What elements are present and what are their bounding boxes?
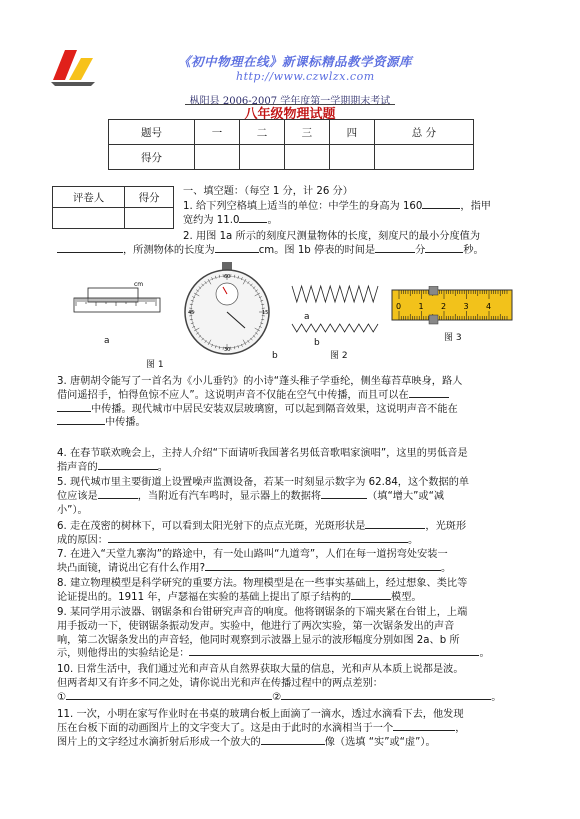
answer-blank[interactable] <box>321 498 367 499</box>
answer-blank[interactable] <box>422 208 460 209</box>
question-6: 6. 走在茂密的树林下，可以看到太阳光射下的点点光斑，光斑形状是 ，光斑形 成的原因： 。 <box>57 521 467 546</box>
score-cell[interactable] <box>329 145 374 170</box>
score-header-cell: 三 <box>284 120 329 145</box>
figure-2-label: 图 2 <box>330 351 348 361</box>
measured-object <box>88 288 138 302</box>
score-table-header-row <box>109 120 474 145</box>
exam-subtitle: 枞阳县 2006-2007 学年度第一学期期末考试 <box>0 92 580 107</box>
ruler-slider-left <box>429 286 438 295</box>
grader-label: 评卷人 <box>53 187 125 208</box>
score-header-cell: 总 分 <box>374 120 473 145</box>
grader-name-cell[interactable] <box>53 208 125 229</box>
answer-blank[interactable] <box>351 599 391 600</box>
ruler-number-label: 3 <box>463 302 469 311</box>
score-header-cell: 题号 <box>109 120 195 145</box>
question-5: 5. 现代城市里主要街道上设置噪声监测设备，若某一时刻显示数字为 62.84，这个数据的单 位应该是 ，当附近有汽车鸣时，显示器上的数据将 （填“增大”或“减 小”）。 <box>57 477 470 516</box>
dial-label: 60 <box>224 274 231 280</box>
question-3: 3. 唐朝胡令能写了一首名为《小儿垂钓》的小诗“蓬头稚子学垂纶，侧坐莓苔草映身，路人 借问遥招手，怕得鱼惊不应人”。这说明声音不仅能在空气中传播，而且可以在 中传播。现代城市中居民安装双层玻璃窗，可以起到隔音效果，这说明声音不能在 中传播。 <box>57 376 463 429</box>
figure-3-label: 图 3 <box>444 333 462 343</box>
banner-title: 《初中物理在线》新课标精品教学资源库 <box>178 54 413 69</box>
answer-blank[interactable] <box>365 528 425 529</box>
score-table-row <box>109 145 474 170</box>
question-2: 2. 用图 1a 所示的刻度尺测量物体的长度，刻度尺的最小分度值为 <box>183 231 481 242</box>
score-table <box>108 119 474 170</box>
question-8: 8. 建立物理模型是科学研究的重要方法。物理模型是在一些事实基础上，经过想象、类比等 论证提出的。1911 年，卢瑟福在实验的基础上提出了原子结构的 模型。 <box>57 578 468 603</box>
answer-blank[interactable] <box>205 570 441 571</box>
answer-blank[interactable] <box>261 744 325 745</box>
answer-blank[interactable] <box>281 699 491 700</box>
answer-blank[interactable] <box>215 252 259 253</box>
answer-blank[interactable] <box>375 252 415 253</box>
answer-blank[interactable] <box>98 469 158 470</box>
answer-blank[interactable] <box>98 498 138 499</box>
grader-score-label: 得分 <box>125 187 174 208</box>
answer-blank[interactable] <box>189 655 479 656</box>
question-4: 4. 在春节联欢晚会上，主持人介绍“下面请听我国著名男低音歌唱家演唱”，这里的男低音是 指声音的 。 <box>57 448 468 473</box>
figure-1a-label: a <box>104 336 110 346</box>
answer-blank[interactable] <box>108 542 408 543</box>
score-cell[interactable] <box>284 145 329 170</box>
grader-score-cell[interactable] <box>125 208 174 229</box>
question-11: 11. 一次，小明在家写作业时在书桌的玻璃台板上面滴了一滴水，透过水滴看下去，他发现 压在台板下面的动画图片上的文字变大了。这是由于此时的水滴相当于一个 ， 图片上的文字经过水滴折射后形成一个放大的 像（选填 “实”或“虚”）。 <box>57 709 466 748</box>
site-logo <box>47 46 99 86</box>
answer-blank[interactable] <box>66 699 272 700</box>
figure-1-label: 图 1 <box>146 360 164 370</box>
score-cell[interactable] <box>239 145 284 170</box>
answer-blank[interactable] <box>393 730 455 731</box>
waveform-a <box>292 286 378 302</box>
section-heading: 一、填空题：（每空 1 分，计 26 分） <box>183 186 353 197</box>
answer-blank[interactable] <box>409 397 449 398</box>
ruler-slider-left <box>429 315 438 324</box>
ruler-number-label: 4 <box>486 302 492 311</box>
score-row-label: 得分 <box>109 145 195 170</box>
figure-3-ruler <box>391 286 513 326</box>
figure-2-waveforms <box>288 282 382 342</box>
grader-table <box>52 186 174 229</box>
answer-blank[interactable] <box>57 411 91 412</box>
page-title: 八年级物理试题 <box>244 107 336 122</box>
dial-label: 15 <box>262 310 269 316</box>
question-1: 1. 给下列空格填上适当的单位：中学生的身高为 160 ，指甲 宽约为 11.0 。 <box>183 201 491 226</box>
question-10: 10. 日常生活中，我们通过光和声音从自然界获取大量的信息，光和声从本质上说都是波。 但两者却又有许多不同之处，请你说出光和声在传播过程中的两点差别： ① ② 。 <box>57 664 502 703</box>
ruler-number-label: 2 <box>441 302 447 311</box>
score-cell[interactable] <box>195 145 240 170</box>
stopwatch-crown <box>222 262 232 270</box>
ruler-number-label: 0 <box>396 302 402 311</box>
figure-2b-label: b <box>314 338 320 348</box>
ruler-number-label: 1 <box>418 302 424 311</box>
answer-blank[interactable] <box>57 252 123 253</box>
figure-1a-ruler <box>70 272 170 342</box>
answer-blank[interactable] <box>57 424 105 425</box>
question-7: 7. 在进入“天堂九寨沟”的路途中，有一处山路叫“九道弯”，人们在每一道拐弯处安装一 块凸面镜，请说出它有什么作用? 。 <box>57 549 452 574</box>
score-header-cell: 二 <box>239 120 284 145</box>
dial-label: 45 <box>188 310 195 316</box>
question-2-cont: ，所测物体的长度为 cm。图 1b 停表的时间是 分 秒。 <box>57 244 519 258</box>
answer-blank[interactable] <box>425 252 463 253</box>
banner-url[interactable]: http://www.czwlzx.com <box>236 70 375 83</box>
ruler-unit-label: cm <box>134 281 144 288</box>
score-cell[interactable] <box>374 145 473 170</box>
figure-1b-label: b <box>272 351 278 361</box>
waveform-b <box>292 324 378 332</box>
answer-blank[interactable] <box>239 222 267 223</box>
figure-2a-label: a <box>304 312 310 322</box>
score-header-cell: 四 <box>329 120 374 145</box>
question-9: 9. 某同学用示波器、钢锯条和台钳研究声音的响度。他将钢锯条的下端夹紧在台钳上，上端 用手扳动一下，使钢锯条振动发声。实验中，他进行了两次实验，第一次锯条发出的声音 响，第二次锯条发出的声音轻，他同时观察到示波器上显示的波形幅度分别如图 2a、b 所 示，则他得出的实验结论是： 。 <box>57 607 490 660</box>
dial-label: 30 <box>224 347 231 353</box>
score-header-cell: 一 <box>195 120 240 145</box>
figure-1b-stopwatch <box>182 262 272 358</box>
